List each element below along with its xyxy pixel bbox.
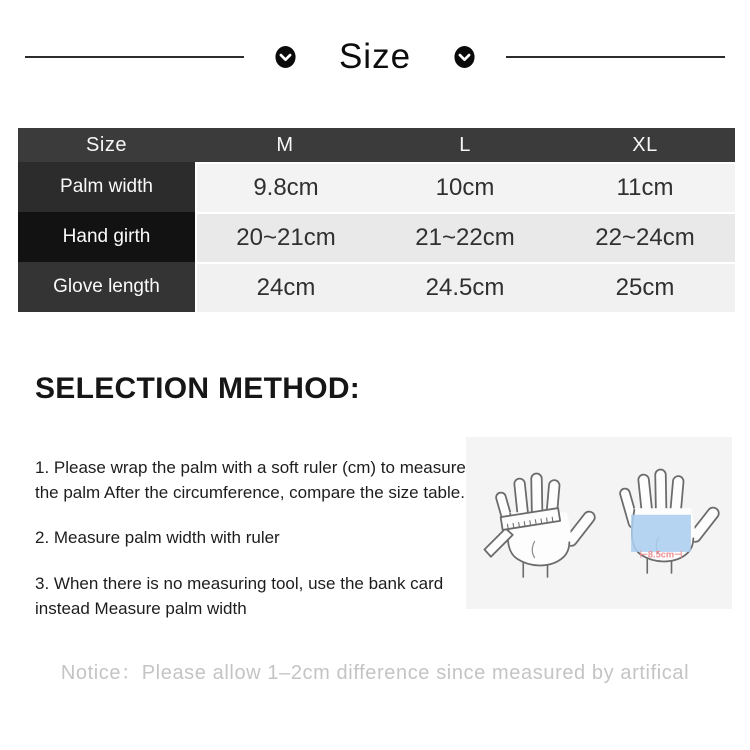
selection-method-heading: SELECTION METHOD: [35, 372, 361, 405]
size-section-header [0, 36, 750, 78]
left-divider-line [25, 56, 244, 58]
instruction-step: 2. Measure palm width with ruler [35, 528, 280, 548]
table-header-cell: XL [555, 128, 735, 162]
bank-card-overlay [631, 515, 691, 552]
size-value-cell: 24.5cm [375, 262, 555, 312]
card-width-label: ⊢8.5cm⊣ [639, 549, 683, 560]
page-title: Size [338, 37, 412, 76]
instruction-step: 1. Please wrap the palm with a soft ruler (cm) to measure the palm After the circumference, compare the size table. [35, 458, 466, 502]
chevron-down-badge-icon [274, 45, 297, 69]
size-value-cell: 25cm [555, 262, 735, 312]
hand-with-card-illustration [602, 458, 720, 578]
measurement-illustration-panel [466, 437, 732, 609]
size-value-cell: 20~21cm [195, 212, 375, 262]
instruction-step: 3. When there is no measuring tool, use the bank card instead Measure palm width [35, 573, 444, 618]
size-value-cell: 22~24cm [555, 212, 735, 262]
row-label-hand-girth: Hand girth [18, 212, 195, 262]
size-value-cell: 9.8cm [195, 162, 375, 212]
table-header-cell: Size [18, 128, 195, 162]
size-value-cell: 11cm [555, 162, 735, 212]
chevron-down-badge-icon [453, 45, 476, 69]
measurement-notice: Notice：Please allow 1–2cm difference since measured by artifical [60, 662, 690, 684]
row-label-glove-length: Glove length [18, 262, 195, 312]
measuring-instructions [35, 456, 487, 642]
right-divider-line [506, 56, 725, 58]
table-header-cell: L [375, 128, 555, 162]
size-value-cell: 10cm [375, 162, 555, 212]
size-value-cell: 24cm [195, 262, 375, 312]
size-table [18, 128, 735, 312]
size-value-cell: 21~22cm [375, 212, 555, 262]
hand-with-ruler-illustration [478, 462, 596, 582]
row-label-palm-width: Palm width [18, 162, 195, 212]
table-header-cell: M [195, 128, 375, 162]
